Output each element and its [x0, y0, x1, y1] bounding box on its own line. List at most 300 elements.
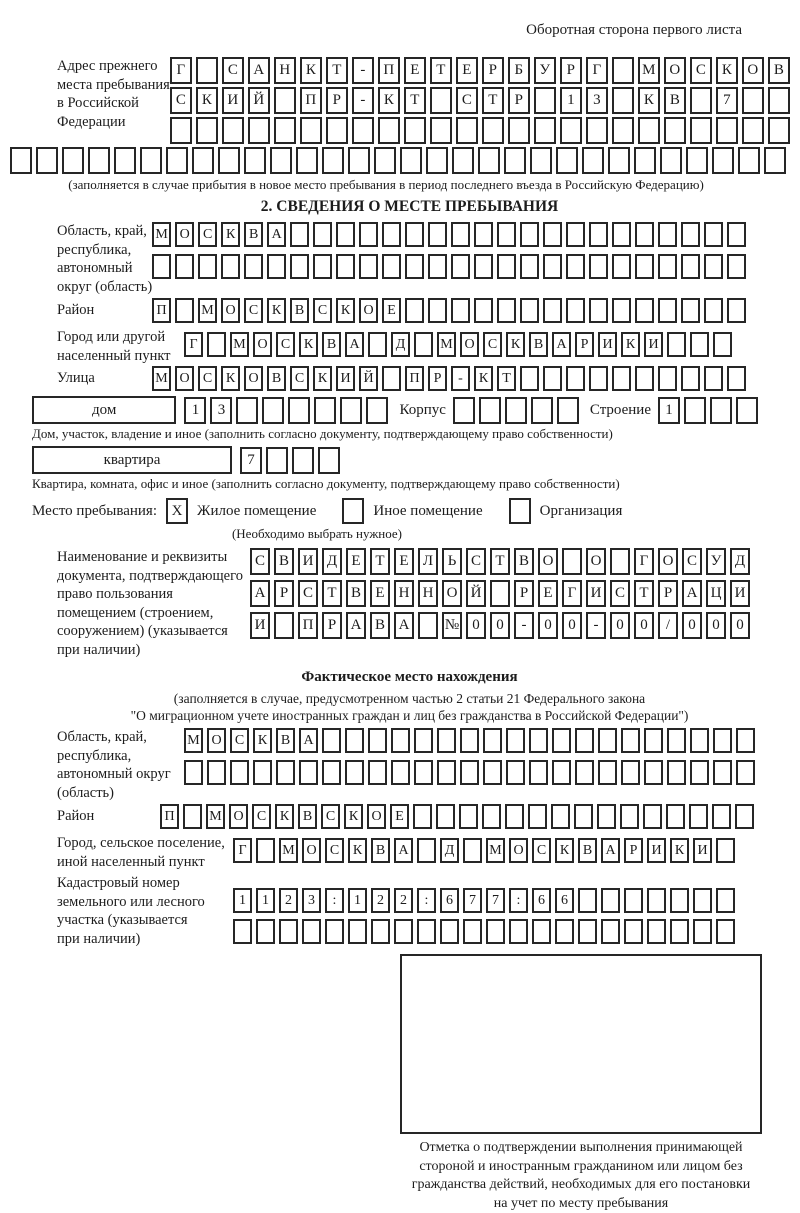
char-cell[interactable] [589, 254, 608, 279]
char-cell[interactable] [566, 298, 585, 323]
checkbox-zhiloe[interactable]: X [166, 498, 188, 524]
char-cell[interactable] [436, 804, 455, 829]
char-cell[interactable]: М [152, 222, 171, 247]
char-cell[interactable]: Е [346, 548, 366, 575]
char-cell[interactable]: Е [394, 548, 414, 575]
char-cell[interactable]: Д [322, 548, 342, 575]
char-cell[interactable]: С [466, 548, 486, 575]
char-cell[interactable]: С [321, 804, 340, 829]
char-cell[interactable] [621, 728, 640, 753]
char-cell[interactable]: Т [430, 57, 452, 84]
checkbox-inoe[interactable] [342, 498, 364, 524]
char-cell[interactable] [479, 397, 501, 424]
char-cell[interactable] [736, 728, 755, 753]
char-cell[interactable] [713, 760, 732, 785]
char-cell[interactable]: Т [482, 87, 504, 114]
char-cell[interactable] [504, 147, 526, 174]
char-cell[interactable] [437, 728, 456, 753]
char-cell[interactable] [727, 366, 746, 391]
char-cell[interactable]: 3 [210, 397, 232, 424]
char-cell[interactable] [716, 919, 735, 944]
char-cell[interactable] [404, 117, 426, 144]
char-cell[interactable]: С [198, 222, 217, 247]
char-cell[interactable]: С [250, 548, 270, 575]
char-cell[interactable]: К [555, 838, 574, 863]
char-cell[interactable]: К [638, 87, 660, 114]
char-cell[interactable]: С [252, 804, 271, 829]
char-cell[interactable] [612, 87, 634, 114]
char-cell[interactable]: Р [428, 366, 447, 391]
char-cell[interactable] [482, 804, 501, 829]
char-cell[interactable]: В [346, 580, 366, 607]
char-cell[interactable] [608, 147, 630, 174]
char-cell[interactable]: В [274, 548, 294, 575]
char-cell[interactable] [463, 838, 482, 863]
char-cell[interactable] [612, 117, 634, 144]
char-cell[interactable] [391, 728, 410, 753]
char-cell[interactable] [635, 222, 654, 247]
char-cell[interactable]: 2 [371, 888, 390, 913]
char-cell[interactable] [712, 147, 734, 174]
char-cell[interactable]: Т [497, 366, 516, 391]
char-cell[interactable]: 6 [440, 888, 459, 913]
char-cell[interactable]: Т [634, 580, 654, 607]
char-cell[interactable]: Р [274, 580, 294, 607]
char-cell[interactable]: В [244, 222, 263, 247]
char-cell[interactable]: П [160, 804, 179, 829]
char-cell[interactable] [184, 760, 203, 785]
char-cell[interactable] [693, 888, 712, 913]
char-cell[interactable]: 0 [730, 612, 750, 639]
char-cell[interactable] [667, 728, 686, 753]
char-cell[interactable]: 6 [555, 888, 574, 913]
char-cell[interactable]: И [730, 580, 750, 607]
char-cell[interactable] [530, 147, 552, 174]
char-cell[interactable] [638, 117, 660, 144]
char-cell[interactable]: Б [508, 57, 530, 84]
char-cell[interactable]: О [538, 548, 558, 575]
char-cell[interactable]: - [451, 366, 470, 391]
char-cell[interactable]: Е [382, 298, 401, 323]
char-cell[interactable] [543, 222, 562, 247]
char-cell[interactable] [452, 147, 474, 174]
char-cell[interactable] [742, 117, 764, 144]
char-cell[interactable] [634, 147, 656, 174]
char-cell[interactable]: 0 [706, 612, 726, 639]
char-cell[interactable]: Н [394, 580, 414, 607]
char-cell[interactable] [368, 728, 387, 753]
char-cell[interactable] [368, 760, 387, 785]
char-cell[interactable] [647, 888, 666, 913]
char-cell[interactable] [712, 804, 731, 829]
char-cell[interactable] [612, 57, 634, 84]
char-cell[interactable]: К [344, 804, 363, 829]
char-cell[interactable] [192, 147, 214, 174]
char-cell[interactable]: 0 [634, 612, 654, 639]
char-cell[interactable]: И [644, 332, 663, 357]
char-cell[interactable]: 6 [532, 888, 551, 913]
char-cell[interactable] [248, 117, 270, 144]
char-cell[interactable]: О [658, 548, 678, 575]
char-cell[interactable] [274, 117, 296, 144]
char-cell[interactable] [207, 332, 226, 357]
char-cell[interactable]: О [742, 57, 764, 84]
char-cell[interactable] [274, 87, 296, 114]
char-cell[interactable] [520, 254, 539, 279]
char-cell[interactable] [635, 298, 654, 323]
char-cell[interactable] [624, 888, 643, 913]
char-cell[interactable]: К [221, 366, 240, 391]
char-cell[interactable] [528, 804, 547, 829]
char-cell[interactable] [597, 804, 616, 829]
char-cell[interactable] [391, 760, 410, 785]
char-cell[interactable] [62, 147, 84, 174]
char-cell[interactable] [735, 804, 754, 829]
char-cell[interactable] [555, 919, 574, 944]
char-cell[interactable] [612, 366, 631, 391]
char-cell[interactable]: Т [322, 580, 342, 607]
char-cell[interactable] [437, 760, 456, 785]
char-cell[interactable]: С [298, 580, 318, 607]
char-cell[interactable] [635, 366, 654, 391]
char-cell[interactable] [716, 117, 738, 144]
char-cell[interactable]: М [486, 838, 505, 863]
char-cell[interactable] [635, 254, 654, 279]
char-cell[interactable] [670, 888, 689, 913]
char-cell[interactable] [490, 580, 510, 607]
char-cell[interactable] [575, 760, 594, 785]
char-cell[interactable]: / [658, 612, 678, 639]
char-cell[interactable] [693, 919, 712, 944]
char-cell[interactable]: В [370, 612, 390, 639]
char-cell[interactable]: У [534, 57, 556, 84]
char-cell[interactable] [359, 254, 378, 279]
char-cell[interactable] [557, 397, 579, 424]
char-cell[interactable]: Р [575, 332, 594, 357]
char-cell[interactable] [681, 254, 700, 279]
char-cell[interactable]: Ь [442, 548, 462, 575]
char-cell[interactable]: Г [184, 332, 203, 357]
char-cell[interactable] [670, 919, 689, 944]
char-cell[interactable]: Р [322, 612, 342, 639]
char-cell[interactable] [459, 804, 478, 829]
char-cell[interactable]: И [222, 87, 244, 114]
char-cell[interactable] [299, 760, 318, 785]
char-cell[interactable] [575, 728, 594, 753]
char-cell[interactable] [405, 298, 424, 323]
char-cell[interactable]: : [509, 888, 528, 913]
char-cell[interactable] [562, 548, 582, 575]
char-cell[interactable] [382, 366, 401, 391]
char-cell[interactable]: Й [466, 580, 486, 607]
char-cell[interactable]: Е [390, 804, 409, 829]
char-cell[interactable] [474, 254, 493, 279]
char-cell[interactable] [497, 254, 516, 279]
char-cell[interactable]: А [267, 222, 286, 247]
char-cell[interactable] [482, 117, 504, 144]
char-cell[interactable] [348, 147, 370, 174]
char-cell[interactable] [474, 298, 493, 323]
char-cell[interactable]: 0 [538, 612, 558, 639]
char-cell[interactable] [586, 117, 608, 144]
char-cell[interactable]: 0 [490, 612, 510, 639]
char-cell[interactable]: К [300, 57, 322, 84]
char-cell[interactable] [418, 612, 438, 639]
char-cell[interactable]: 2 [394, 888, 413, 913]
char-cell[interactable] [371, 919, 390, 944]
char-cell[interactable] [704, 298, 723, 323]
char-cell[interactable]: : [325, 888, 344, 913]
char-cell[interactable] [256, 919, 275, 944]
char-cell[interactable]: А [552, 332, 571, 357]
char-cell[interactable]: М [279, 838, 298, 863]
char-cell[interactable]: 0 [610, 612, 630, 639]
char-cell[interactable] [713, 332, 732, 357]
char-cell[interactable] [738, 147, 760, 174]
char-cell[interactable] [430, 117, 452, 144]
char-cell[interactable] [644, 728, 663, 753]
char-cell[interactable] [690, 728, 709, 753]
char-cell[interactable] [414, 760, 433, 785]
char-cell[interactable] [451, 298, 470, 323]
char-cell[interactable]: А [394, 838, 413, 863]
char-cell[interactable] [183, 804, 202, 829]
char-cell[interactable]: О [229, 804, 248, 829]
char-cell[interactable]: С [276, 332, 295, 357]
char-cell[interactable] [233, 919, 252, 944]
char-cell[interactable]: 1 [233, 888, 252, 913]
char-cell[interactable] [529, 728, 548, 753]
char-cell[interactable] [440, 919, 459, 944]
char-cell[interactable] [236, 397, 258, 424]
char-cell[interactable] [460, 728, 479, 753]
char-cell[interactable] [486, 919, 505, 944]
char-cell[interactable] [451, 254, 470, 279]
char-cell[interactable] [497, 298, 516, 323]
char-cell[interactable]: М [198, 298, 217, 323]
char-cell[interactable]: С [290, 366, 309, 391]
char-cell[interactable]: Д [730, 548, 750, 575]
char-cell[interactable] [244, 147, 266, 174]
char-cell[interactable]: О [244, 366, 263, 391]
char-cell[interactable]: В [529, 332, 548, 357]
char-cell[interactable] [644, 760, 663, 785]
char-cell[interactable] [345, 728, 364, 753]
char-cell[interactable]: К [196, 87, 218, 114]
char-cell[interactable]: О [586, 548, 606, 575]
char-cell[interactable]: 1 [184, 397, 206, 424]
char-cell[interactable] [506, 760, 525, 785]
char-cell[interactable]: И [250, 612, 270, 639]
char-cell[interactable] [666, 804, 685, 829]
char-cell[interactable]: В [578, 838, 597, 863]
char-cell[interactable] [727, 254, 746, 279]
char-cell[interactable] [417, 919, 436, 944]
char-cell[interactable]: В [768, 57, 790, 84]
char-cell[interactable]: В [514, 548, 534, 575]
char-cell[interactable] [313, 254, 332, 279]
char-cell[interactable] [322, 760, 341, 785]
char-cell[interactable] [710, 397, 732, 424]
char-cell[interactable]: Р [658, 580, 678, 607]
char-cell[interactable]: Й [248, 87, 270, 114]
char-cell[interactable]: И [693, 838, 712, 863]
char-cell[interactable] [534, 87, 556, 114]
char-cell[interactable]: Е [456, 57, 478, 84]
char-cell[interactable] [560, 117, 582, 144]
char-cell[interactable] [378, 117, 400, 144]
char-cell[interactable] [318, 447, 340, 474]
char-cell[interactable] [196, 57, 218, 84]
char-cell[interactable]: - [352, 57, 374, 84]
char-cell[interactable] [474, 222, 493, 247]
char-cell[interactable]: 0 [682, 612, 702, 639]
char-cell[interactable]: А [299, 728, 318, 753]
char-cell[interactable]: О [509, 838, 528, 863]
char-cell[interactable] [170, 117, 192, 144]
char-cell[interactable] [520, 298, 539, 323]
char-cell[interactable] [589, 298, 608, 323]
char-cell[interactable] [612, 222, 631, 247]
char-cell[interactable]: П [300, 87, 322, 114]
char-cell[interactable] [166, 147, 188, 174]
char-cell[interactable] [582, 147, 604, 174]
char-cell[interactable]: Г [233, 838, 252, 863]
char-cell[interactable] [290, 254, 309, 279]
char-cell[interactable]: П [378, 57, 400, 84]
char-cell[interactable] [612, 254, 631, 279]
char-cell[interactable]: 1 [348, 888, 367, 913]
char-cell[interactable] [296, 147, 318, 174]
char-cell[interactable]: В [664, 87, 686, 114]
char-cell[interactable]: Е [370, 580, 390, 607]
char-cell[interactable] [198, 254, 217, 279]
char-cell[interactable] [601, 888, 620, 913]
char-cell[interactable] [336, 222, 355, 247]
char-cell[interactable] [736, 760, 755, 785]
char-cell[interactable] [352, 117, 374, 144]
char-cell[interactable]: 3 [302, 888, 321, 913]
char-cell[interactable] [413, 804, 432, 829]
char-cell[interactable] [428, 222, 447, 247]
char-cell[interactable] [716, 888, 735, 913]
char-cell[interactable] [382, 222, 401, 247]
char-cell[interactable] [552, 760, 571, 785]
char-cell[interactable]: С [230, 728, 249, 753]
char-cell[interactable]: К [299, 332, 318, 357]
char-cell[interactable] [478, 147, 500, 174]
char-cell[interactable]: А [394, 612, 414, 639]
char-cell[interactable] [417, 838, 436, 863]
char-cell[interactable]: Р [624, 838, 643, 863]
char-cell[interactable]: А [682, 580, 702, 607]
char-cell[interactable] [543, 254, 562, 279]
char-cell[interactable] [276, 760, 295, 785]
char-cell[interactable] [322, 728, 341, 753]
char-cell[interactable] [681, 298, 700, 323]
char-cell[interactable] [658, 366, 677, 391]
char-cell[interactable]: К [253, 728, 272, 753]
char-cell[interactable] [428, 254, 447, 279]
char-cell[interactable] [598, 760, 617, 785]
char-cell[interactable] [405, 254, 424, 279]
char-cell[interactable]: С [325, 838, 344, 863]
char-cell[interactable]: У [706, 548, 726, 575]
char-cell[interactable] [460, 760, 479, 785]
char-cell[interactable] [684, 397, 706, 424]
char-cell[interactable] [610, 548, 630, 575]
char-cell[interactable]: Т [370, 548, 390, 575]
char-cell[interactable] [279, 919, 298, 944]
char-cell[interactable]: В [290, 298, 309, 323]
char-cell[interactable]: М [437, 332, 456, 357]
char-cell[interactable] [690, 87, 712, 114]
char-cell[interactable]: К [670, 838, 689, 863]
char-cell[interactable] [532, 919, 551, 944]
char-cell[interactable]: В [322, 332, 341, 357]
char-cell[interactable] [520, 222, 539, 247]
char-cell[interactable] [643, 804, 662, 829]
char-cell[interactable] [374, 147, 396, 174]
char-cell[interactable]: 1 [658, 397, 680, 424]
char-cell[interactable] [612, 298, 631, 323]
char-cell[interactable]: Е [538, 580, 558, 607]
char-cell[interactable] [207, 760, 226, 785]
char-cell[interactable] [497, 222, 516, 247]
char-cell[interactable]: Й [359, 366, 378, 391]
char-cell[interactable]: К [506, 332, 525, 357]
char-cell[interactable] [543, 298, 562, 323]
char-cell[interactable] [196, 117, 218, 144]
char-cell[interactable]: О [302, 838, 321, 863]
checkbox-organizatsiya[interactable] [509, 498, 531, 524]
char-cell[interactable] [300, 117, 322, 144]
char-cell[interactable] [414, 728, 433, 753]
char-cell[interactable]: 3 [586, 87, 608, 114]
char-cell[interactable] [660, 147, 682, 174]
char-cell[interactable] [10, 147, 32, 174]
char-cell[interactable] [218, 147, 240, 174]
char-cell[interactable]: А [345, 332, 364, 357]
char-cell[interactable] [426, 147, 448, 174]
char-cell[interactable] [531, 397, 553, 424]
char-cell[interactable] [667, 332, 686, 357]
char-cell[interactable]: М [230, 332, 249, 357]
char-cell[interactable]: В [371, 838, 390, 863]
char-cell[interactable] [768, 117, 790, 144]
char-cell[interactable] [768, 87, 790, 114]
char-cell[interactable] [463, 919, 482, 944]
char-cell[interactable] [348, 919, 367, 944]
char-cell[interactable]: К [378, 87, 400, 114]
char-cell[interactable]: Н [418, 580, 438, 607]
char-cell[interactable]: К [716, 57, 738, 84]
char-cell[interactable]: А [248, 57, 270, 84]
char-cell[interactable]: П [405, 366, 424, 391]
char-cell[interactable] [262, 397, 284, 424]
char-cell[interactable]: В [267, 366, 286, 391]
char-cell[interactable] [664, 117, 686, 144]
char-cell[interactable] [667, 760, 686, 785]
char-cell[interactable] [292, 447, 314, 474]
char-cell[interactable]: Т [326, 57, 348, 84]
char-cell[interactable]: С [170, 87, 192, 114]
char-cell[interactable] [566, 222, 585, 247]
char-cell[interactable] [414, 332, 433, 357]
char-cell[interactable] [325, 919, 344, 944]
char-cell[interactable]: М [206, 804, 225, 829]
char-cell[interactable] [713, 728, 732, 753]
